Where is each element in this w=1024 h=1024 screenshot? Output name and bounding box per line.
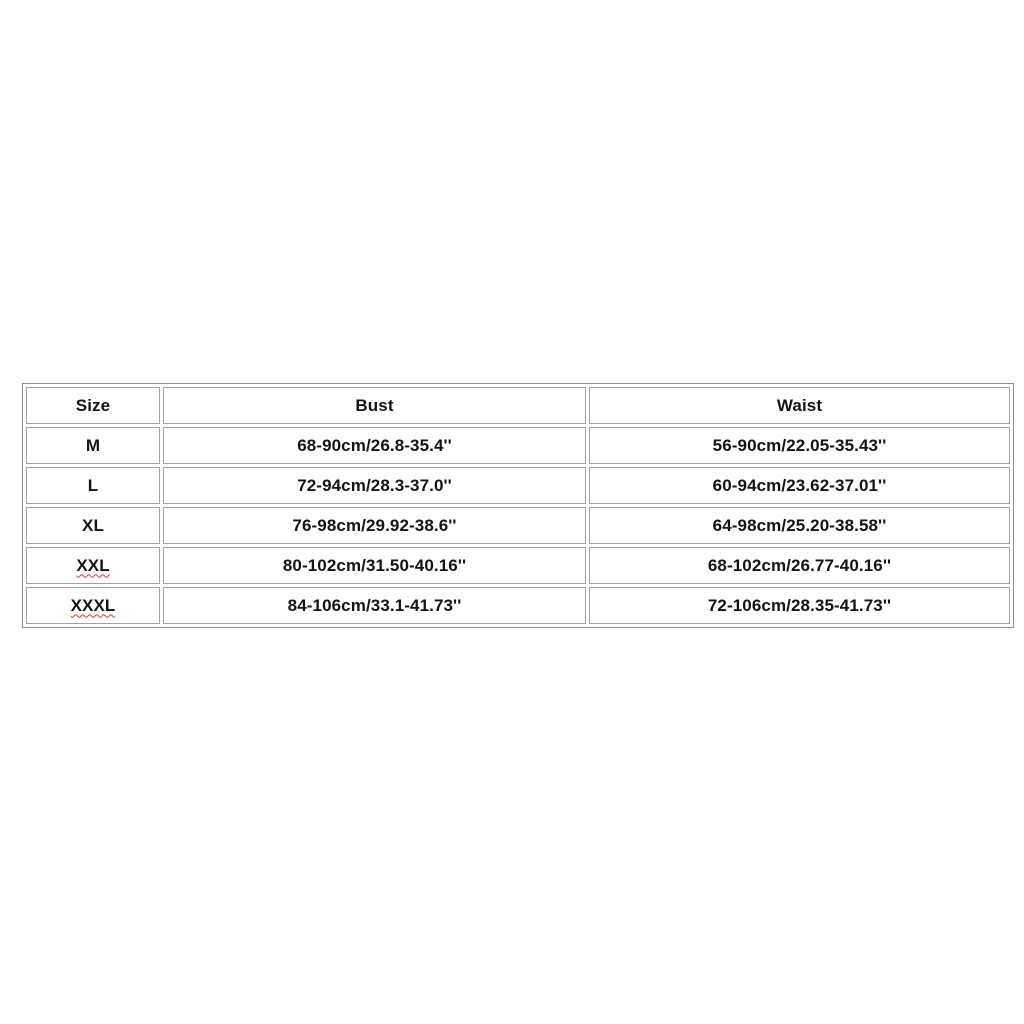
table-row bbox=[26, 427, 1010, 464]
bust-cell bbox=[163, 427, 586, 464]
bust-cell-label: 68-90cm/26.8-35.4'' bbox=[297, 435, 452, 455]
waist-cell-label: 72-106cm/28.35-41.73'' bbox=[707, 595, 892, 615]
bust-cell bbox=[163, 587, 586, 624]
waist-cell-label: 56-90cm/22.05-35.43'' bbox=[712, 435, 887, 455]
waist-cell bbox=[589, 587, 1010, 624]
bust-cell-label: 72-94cm/28.3-37.0'' bbox=[297, 475, 452, 495]
column-header-size: Size bbox=[26, 387, 160, 424]
size-cell bbox=[26, 467, 160, 504]
bust-cell-label: 80-102cm/31.50-40.16'' bbox=[282, 555, 467, 575]
waist-cell bbox=[589, 427, 1010, 464]
table-row bbox=[26, 467, 1010, 504]
waist-cell-label: 68-102cm/26.77-40.16'' bbox=[707, 555, 892, 575]
size-cell-label: L bbox=[87, 475, 99, 495]
column-header-bust: Bust bbox=[163, 387, 586, 424]
bust-cell-label: 84-106cm/33.1-41.73'' bbox=[287, 595, 462, 615]
bust-cell bbox=[163, 547, 586, 584]
waist-cell-label: 64-98cm/25.20-38.58'' bbox=[712, 515, 887, 535]
size-cell-label: XXXL bbox=[70, 595, 116, 615]
table-row bbox=[26, 507, 1010, 544]
waist-cell-label: 60-94cm/23.62-37.01'' bbox=[712, 475, 887, 495]
bust-cell bbox=[163, 467, 586, 504]
bust-cell-label: 76-98cm/29.92-38.6'' bbox=[292, 515, 457, 535]
size-cell bbox=[26, 547, 160, 584]
size-chart-table bbox=[22, 383, 1014, 628]
size-cell-label: XL bbox=[82, 515, 104, 535]
size-cell bbox=[26, 507, 160, 544]
waist-cell bbox=[589, 507, 1010, 544]
size-cell bbox=[26, 587, 160, 624]
size-cell bbox=[26, 427, 160, 464]
bust-cell bbox=[163, 507, 586, 544]
waist-cell bbox=[589, 467, 1010, 504]
header-row bbox=[26, 387, 1010, 424]
waist-cell bbox=[589, 547, 1010, 584]
size-cell-label: M bbox=[85, 435, 101, 455]
size-cell-label: XXL bbox=[76, 555, 110, 575]
table-row bbox=[26, 587, 1010, 624]
column-header-waist: Waist bbox=[589, 387, 1010, 424]
table-row bbox=[26, 547, 1010, 584]
